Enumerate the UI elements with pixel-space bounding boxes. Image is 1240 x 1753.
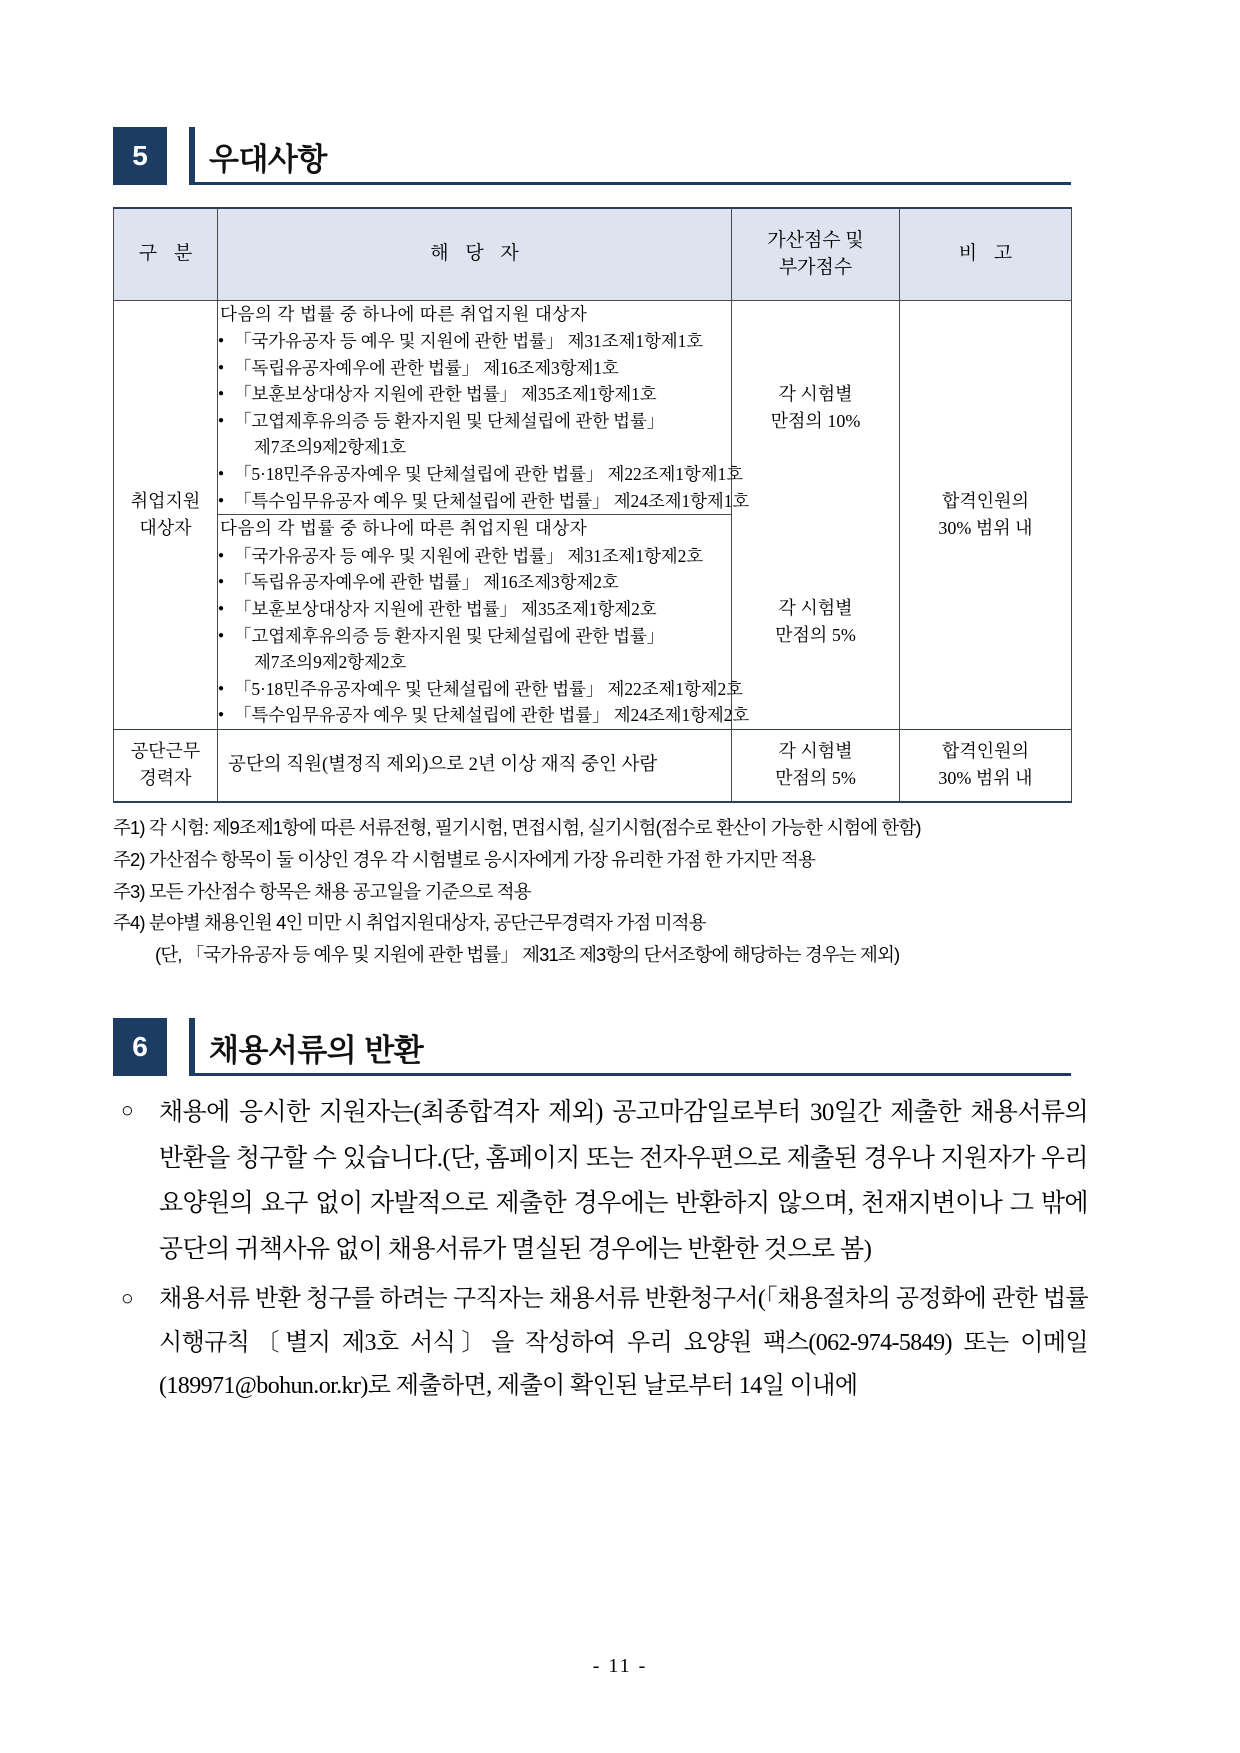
- list-item-continuation: 제7조의9제2항제1호: [254, 437, 407, 458]
- list-item: ● 「보훈보상대상자 지원에 관한 법률」 제35조제1항제1호: [218, 381, 731, 408]
- section-6-number: 6: [113, 1018, 167, 1076]
- page-number: - 11 -: [592, 1655, 648, 1677]
- section-6-underline: [189, 1073, 1071, 1076]
- section-5-title: 우대사항: [209, 141, 327, 177]
- division-line1: 공단근무: [130, 741, 201, 762]
- division-line2: 대상자: [139, 517, 192, 538]
- list-item-continuation: 제7조의9제2항제2호: [254, 652, 407, 673]
- list-item: ● 「고엽제후유의증 등 환자지원 및 단체설립에 관한 법률」: [218, 408, 731, 435]
- list-item: ● 「5·18민주유공자예우 및 단체설립에 관한 법률」 제22조제1항제2호: [218, 676, 731, 703]
- cell-score-group1: [732, 300, 900, 515]
- score-line2: 만점의 10%: [770, 410, 861, 431]
- paragraph-text: 채용서류 반환 청구를 하려는 구직자는 채용서류 반환청구서(「채용절차의 공정화에 관한 법률 시행규칙〔별지 제3호 서식〕을 작성하여 우리 요양원 팩스(062-974-5849) 또는 이메일 (189971@bohun.or.kr)로 제출하면, 제출이 확인된 날로부터 14일 이내에: [159, 1286, 1088, 1400]
- score-line2: 만점의 5%: [775, 768, 856, 789]
- table-notes: [113, 812, 1093, 971]
- circle-bullet-icon: ○: [121, 1286, 134, 1310]
- cell-remark-employment-support: [900, 300, 1072, 730]
- list-item: ● 「독립유공자예우에 관한 법률」 제16조제3항제2호: [218, 569, 731, 596]
- note-4: 주4) 분야별 채용인원 4인 미만 시 취업지원대상자, 공단근무경력자 가점 미적용: [113, 912, 706, 934]
- cell-target-work-experience: 공단의 직원(별정직 제외)으로 2년 이상 재직 중인 사람: [218, 730, 732, 802]
- list-item: ● 「국가유공자 등 예우 및 지원에 관한 법률」 제31조제1항제1호: [218, 328, 731, 355]
- cell-target-group1: [218, 300, 750, 515]
- section-6-body: [113, 1090, 1088, 1415]
- remark-line2: 30% 범위 내: [938, 517, 1033, 538]
- group1-lead: 다음의 각 법률 중 하나에 따른 취업지원 대상자: [220, 303, 588, 324]
- cell-target-group2: [218, 515, 750, 730]
- note-2: 주2) 가산점수 항목이 둘 이상인 경우 각 시험별로 응시자에게 가장 유리한 가점 한 가지만 적용: [113, 848, 815, 870]
- header-score: [732, 208, 900, 300]
- paragraph-return-procedure: [113, 1278, 1088, 1409]
- note-4-subclause: (단, 「국가유공자 등 예우 및 지원에 관한 법률」 제31조 제3항의 단서조항에 해당하는 경우는 제외): [155, 944, 900, 966]
- group1-law-list: [218, 328, 750, 514]
- table-row: [114, 730, 1072, 802]
- division-line2: 경력자: [139, 768, 192, 789]
- table-header-row: [114, 208, 1072, 300]
- section-5-underline: [189, 182, 1071, 185]
- list-item: ● 「독립유공자예우에 관한 법률」 제16조제3항제1호: [218, 355, 731, 382]
- header-score-line1: 가산점수 및: [767, 229, 864, 251]
- header-score-line2: 부가점수: [778, 257, 853, 279]
- preference-table: [113, 207, 1072, 803]
- group2-lead: 다음의 각 법률 중 하나에 따른 취업지원 대상자: [220, 518, 588, 539]
- score-line1: 각 시험별: [778, 741, 853, 762]
- section-5-heading: [113, 127, 1071, 185]
- list-item: ● 「특수임무유공자 예우 및 단체설립에 관한 법률」 제24조제1항제1호: [218, 488, 731, 515]
- remark-line1: 합격인원의: [942, 741, 1029, 762]
- list-item: ● 「특수임무유공자 예우 및 단체설립에 관한 법률」 제24조제1항제2호: [218, 702, 731, 729]
- paragraph-return-request: [113, 1090, 1088, 1272]
- cell-score-work-experience: [732, 730, 900, 802]
- score-line2: 만점의 5%: [775, 624, 856, 645]
- score-line1: 각 시험별: [778, 383, 853, 404]
- cell-division-work-experience: [114, 730, 218, 802]
- list-item: ● 「고엽제후유의증 등 환자지원 및 단체설립에 관한 법률」: [218, 623, 731, 650]
- list-item: ● 「국가유공자 등 예우 및 지원에 관한 법률」 제31조제1항제2호: [218, 543, 731, 570]
- section-6-heading: [113, 1018, 1071, 1076]
- remark-line1: 합격인원의: [942, 490, 1029, 511]
- remark-line2: 30% 범위 내: [938, 768, 1033, 789]
- score-line1: 각 시험별: [778, 597, 853, 618]
- section-6-title: 채용서류의 반환: [209, 1032, 424, 1068]
- section-5-number: 5: [113, 127, 167, 185]
- header-target: 해 당 자: [218, 208, 732, 300]
- cell-division-employment-support: [114, 300, 218, 730]
- cell-score-group2: [732, 515, 900, 730]
- list-item: ● 「5·18민주유공자예우 및 단체설립에 관한 법률」 제22조제1항제1호: [218, 461, 731, 488]
- cell-remark-work-experience: [900, 730, 1072, 802]
- header-remark: 비 고: [900, 208, 1072, 300]
- circle-bullet-icon: ○: [121, 1098, 134, 1122]
- list-item: ● 「보훈보상대상자 지원에 관한 법률」 제35조제1항제2호: [218, 596, 731, 623]
- table-row: [114, 300, 1072, 515]
- paragraph-text: 채용에 응시한 지원자는(최종합격자 제외) 공고마감일로부터 30일간 제출한 채용서류의 반환을 청구할 수 있습니다.(단, 홈페이지 또는 전자우편으로 제출된 경우나 지원자가 우리 요양원의 요구 없이 자발적으로 제출한 경우에는 반환하지 않으며, 천재지변이나 그 밖에 공단의 귀책사유 없이 채용서류가 멸실된 경우에는 반환한 것으로 봄): [159, 1099, 1088, 1263]
- header-division: 구 분: [114, 208, 218, 300]
- note-3: 주3) 모든 가산점수 항목은 채용 공고일을 기준으로 적용: [113, 880, 531, 902]
- division-line1: 취업지원: [130, 490, 201, 511]
- note-1: 주1) 각 시험: 제9조제1항에 따른 서류전형, 필기시험, 면접시험, 실기시험(점수로 환산이 가능한 시험에 한함): [113, 817, 921, 838]
- group2-law-list: [218, 543, 750, 729]
